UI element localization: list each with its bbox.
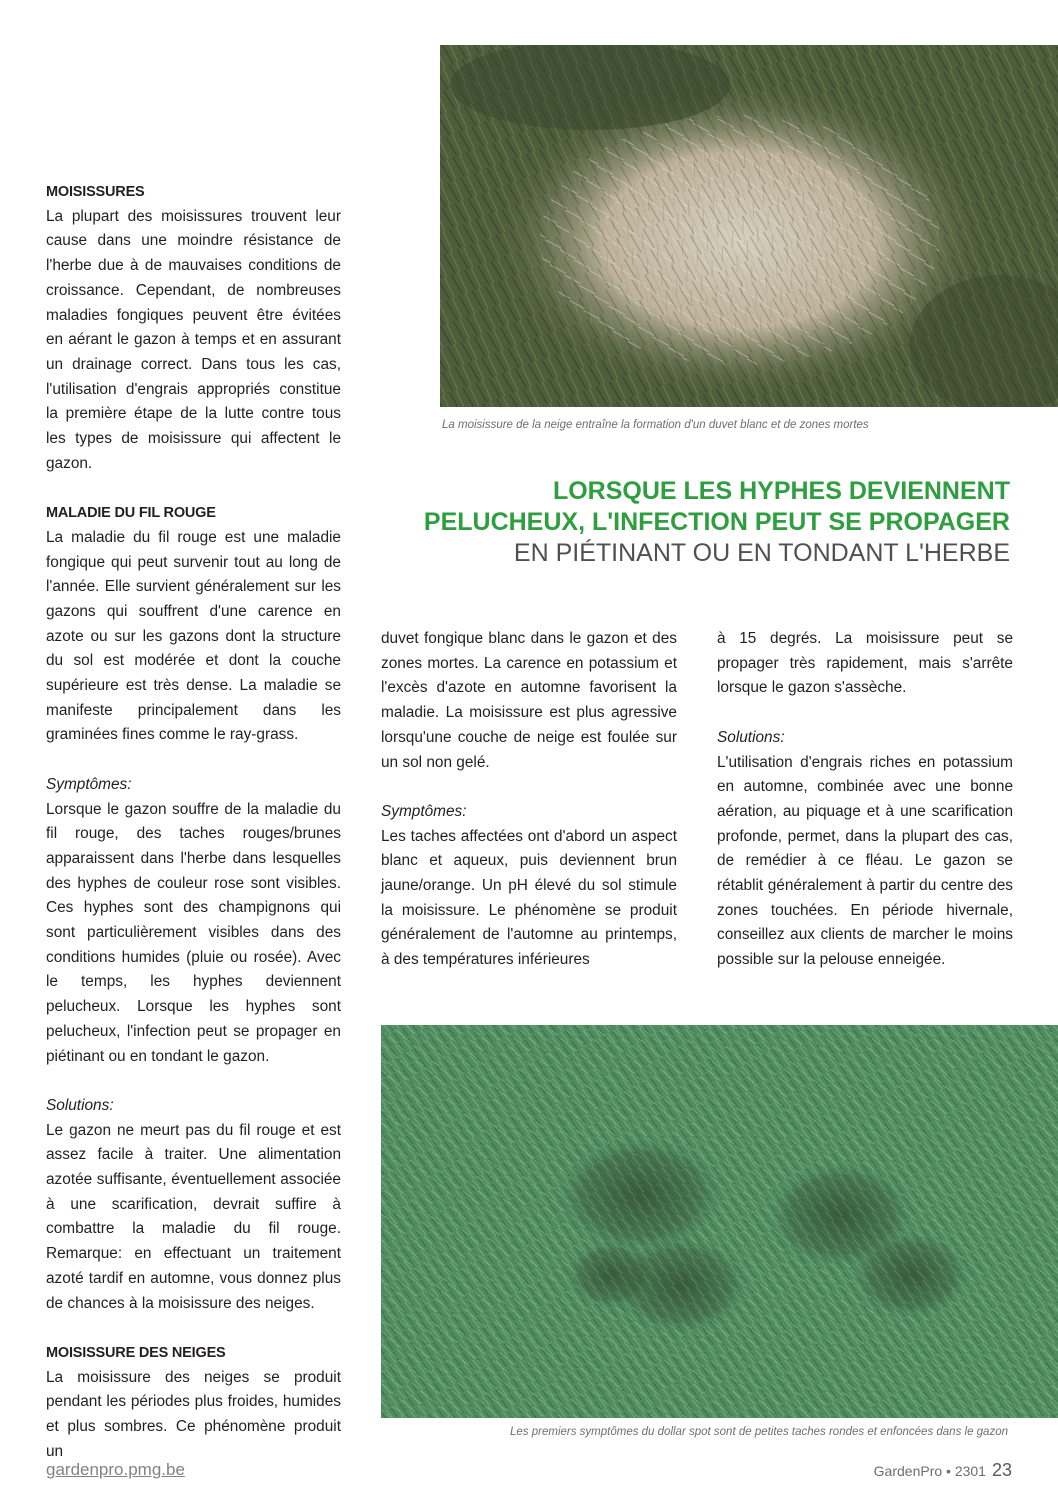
paragraph-neiges-intro-a: La moisissure des neiges se produit pendant les périodes plus froides, humides et plus sombres. Ce phénomène produit un	[46, 1368, 341, 1460]
article-column-left	[46, 180, 341, 1465]
subheading-symptomes-neiges: Symptômes:	[381, 802, 467, 820]
pull-quote-line-2: PELUCHEUX, L'INFECTION PEUT SE PROPAGER	[423, 508, 1010, 536]
paragraph-neiges-symptomes-a: Les taches affectées ont d'abord un aspect blanc et aqueux, puis deviennent brun jaune/orange. Un pH élevé du sol stimule la moisissure. Le phénomène se produit généralement de l'automne au printemps, à des températures inférieures	[381, 827, 677, 969]
photo-caption-bottom: Les premiers symptômes du dollar spot sont de petites taches rondes et enfoncées dans le gazon	[510, 1426, 1008, 1438]
photo-caption-top: La moisissure de la neige entraîne la formation d'un duvet blanc et de zones mortes	[442, 419, 869, 431]
paragraph-fil-rouge-symptomes: Lorsque le gazon souffre de la maladie du fil rouge, des taches rouges/brunes apparaissent dans l'herbe dans lesquelles des hyphes de couleur rose sont visibles. Ces hyphes sont des champignons qui sont particulièrement visibles dans des conditions humides (pluie ou rosée). Avec le temps, les hyphes deviennent pelucheux. Lorsque les hyphes sont pelucheux, l'infection peut se propager en piétinant ou en tondant le gazon.	[46, 800, 341, 1065]
paragraph-moisissures: La plupart des moisissures trouvent leur cause dans une moindre résistance de l'herbe due à de mauvaises conditions de croissance. Cependant, de nombreuses maladies fongiques peuvent être évitées en aérant le gazon à temps et en assurant un drainage correct. Dans tous les cas, l'utilisation d'engrais appropriés constitue la première étape de la lutte contre tous les types de moisissure qui affectent le gazon.	[46, 207, 341, 472]
heading-moisissure-neiges: MOISISSURE DES NEIGES	[46, 1344, 226, 1361]
paragraph-neiges-solutions: L'utilisation d'engrais riches en potassium en automne, combinée avec une bonne aération, au piquage et à une scarification profonde, permet, dans la plupart des cas, de remédier à ce fléau. Le gazon se rétablit généralement à partir du centre des zones touchées. En période hivernale, conseillez aux clients de marcher le moins possible sur la pelouse enneigée.	[717, 753, 1013, 969]
subheading-solutions-neiges: Solutions:	[717, 728, 785, 746]
pull-quote-line-3: EN PIÉTINANT OU EN TONDANT L'HERBE	[513, 539, 1010, 567]
heading-moisissures: MOISISSURES	[46, 184, 145, 200]
pull-quote	[424, 476, 1010, 569]
paragraph-fil-rouge-intro: La maladie du fil rouge est une maladie fongique qui peut survenir tout au long de l'année. Elle survient généralement sur les gazons qui souffrent d'une carence en azote ou sur les gazons dont la structure du sol est modérée et dont la couche supérieure est très dense. La maladie se manifeste principalement dans les graminées fines comme le ray-grass.	[46, 528, 341, 744]
article-column-right	[717, 627, 1013, 973]
dollar-spot-photo	[381, 1025, 1058, 1418]
snow-mould-photo	[440, 45, 1058, 407]
page-number: 23	[991, 1460, 1012, 1480]
paragraph-neiges-intro-b: duvet fongique blanc dans le gazon et des zones mortes. La carence en potassium et l'excès d'azote en automne favorisent la maladie. La moisissure est plus agressive lorsqu'une couche de neige est foulée sur un sol non gelé.	[381, 630, 677, 771]
pull-quote-line-1: LORSQUE LES HYPHES DEVIENNENT	[552, 477, 1010, 505]
page-footer	[874, 1460, 1012, 1481]
paragraph-neiges-symptomes-b: à 15 degrés. La moisissure peut se propager très rapidement, mais s'arrête lorsque le gazon s'assèche.	[717, 630, 1013, 697]
article-column-middle	[381, 627, 677, 973]
heading-fil-rouge: MALADIE DU FIL ROUGE	[46, 505, 216, 522]
magazine-issue: GardenPro • 2301	[873, 1463, 986, 1479]
paragraph-fil-rouge-solutions: Le gazon ne meurt pas du fil rouge et est assez facile à traiter. Une alimentation azotée suffisante, éventuellement associée à une scarification, devrait suffire à combattre la maladie du fil rouge. Remarque: en effectuant un traitement azoté tardif en automne, vous donnez plus de chances à la moisissure des neiges.	[46, 1121, 341, 1312]
subheading-symptomes: Symptômes:	[46, 775, 132, 793]
website-link[interactable]: gardenpro.pmg.be	[46, 1460, 185, 1479]
subheading-solutions: Solutions:	[46, 1096, 114, 1114]
